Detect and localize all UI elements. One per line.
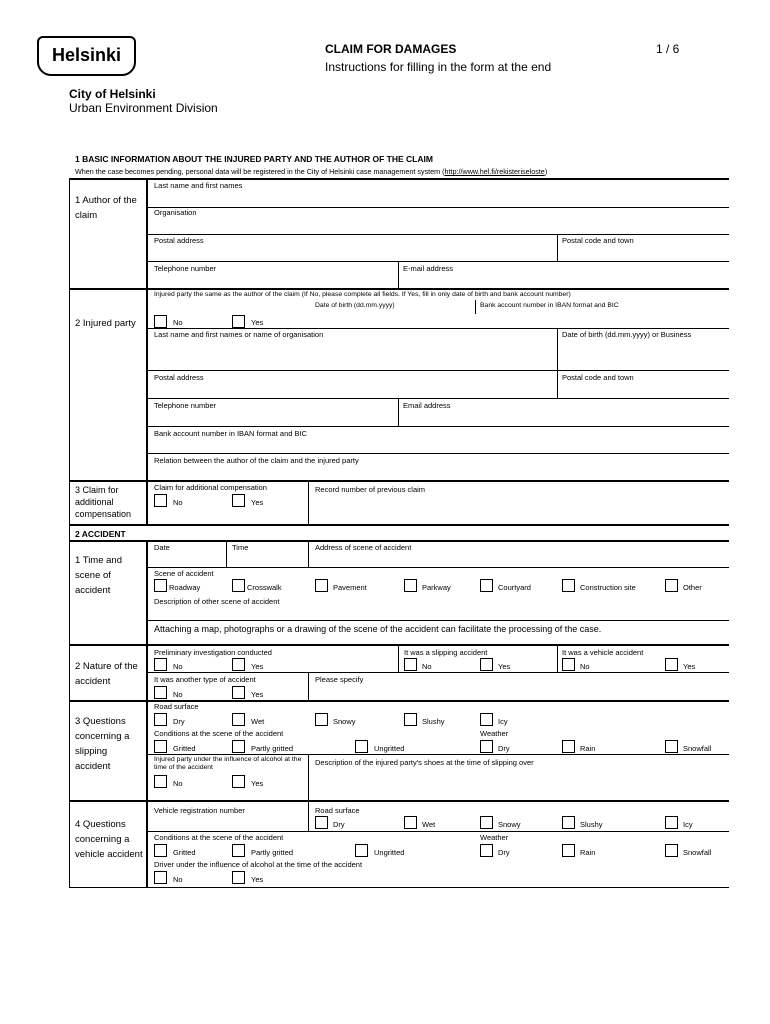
veh-partly-gritted-label: Partly gritted	[251, 848, 294, 857]
attachment-note: Attaching a map, photographs or a drawing of the scene of the accident can facilitate the processing of the case.	[154, 624, 602, 634]
veh-surface-icy-checkbox[interactable]	[665, 816, 678, 829]
veh-weather-rain-checkbox[interactable]	[562, 844, 575, 857]
driver-alcohol-no-label: No	[173, 875, 183, 884]
injured-postal-address-field[interactable]: Postal address	[154, 373, 204, 382]
slip-surface-slushy-label: Slushy	[422, 717, 445, 726]
veh-weather-label: Weather	[480, 833, 509, 842]
slip-weather-dry-checkbox[interactable]	[480, 740, 493, 753]
author-email-field[interactable]: E-mail address	[403, 264, 454, 273]
scene-construction-label: Construction site	[580, 583, 636, 592]
scene-crosswalk-label: Crosswalk	[247, 583, 282, 592]
slipping-yes-checkbox[interactable]	[480, 658, 493, 671]
slipping-no-checkbox[interactable]	[404, 658, 417, 671]
another-no-label: No	[173, 690, 183, 699]
slip-weather-snowfall-checkbox[interactable]	[665, 740, 678, 753]
author-name-field[interactable]: Last name and first names	[154, 181, 243, 190]
veh-surface-slushy-label: Slushy	[580, 820, 603, 829]
division-name: Urban Environment Division	[69, 101, 218, 115]
nature-row-label: 2 Nature of the accident	[75, 661, 138, 687]
scene-parkway-checkbox[interactable]	[404, 579, 417, 592]
slip-surface-icy-checkbox[interactable]	[480, 713, 493, 726]
registration-number-field[interactable]: Vehicle registration number	[154, 806, 245, 815]
section1-title: 1 BASIC INFORMATION ABOUT THE INJURED PARTY AND THE AUTHOR OF THE CLAIM	[75, 154, 433, 164]
slipping-row-label: 3 Questions concerning a slipping accident	[75, 716, 130, 772]
prelim-yes-checkbox[interactable]	[232, 658, 245, 671]
veh-conditions-label: Conditions at the scene of the accident	[154, 833, 284, 842]
veh-gritted-checkbox[interactable]	[154, 844, 167, 857]
injured-email-field[interactable]: Email address	[403, 401, 451, 410]
slip-weather-rain-label: Rain	[580, 744, 596, 753]
slip-gritted-label: Gritted	[173, 744, 196, 753]
slip-conditions-label: Conditions at the scene of the accident	[154, 729, 284, 738]
slip-partly-gritted-checkbox[interactable]	[232, 740, 245, 753]
vehicle-yes-checkbox[interactable]	[665, 658, 678, 671]
additional-yes-checkbox[interactable]	[232, 494, 245, 507]
section2-title: 2 ACCIDENT	[75, 529, 126, 539]
slipping-no-label: No	[422, 662, 432, 671]
slip-alcohol-yes-checkbox[interactable]	[232, 775, 245, 788]
privacy-link[interactable]: http://www.hel.fi/rekisteriseloste	[444, 167, 545, 176]
additional-no-checkbox[interactable]	[154, 494, 167, 507]
same-yes-label: Yes	[251, 318, 264, 327]
veh-weather-snowfall-label: Snowfall	[683, 848, 712, 857]
scene-other-label: Other	[683, 583, 702, 592]
additional-question: Claim for additional compensation	[154, 483, 267, 492]
veh-weather-dry-checkbox[interactable]	[480, 844, 493, 857]
scene-label: Scene of accident	[154, 569, 214, 578]
slip-alcohol-question: Injured party under the influence of alcohol at the time of the accident	[154, 756, 302, 771]
slip-ungritted-checkbox[interactable]	[355, 740, 368, 753]
helsinki-logo: Helsinki	[37, 36, 136, 76]
another-yes-checkbox[interactable]	[232, 686, 245, 699]
vehicle-row-label: 4 Questions concerning a vehicle accident	[75, 819, 143, 860]
veh-weather-rain-label: Rain	[580, 848, 596, 857]
another-no-checkbox[interactable]	[154, 686, 167, 699]
scene-courtyard-checkbox[interactable]	[480, 579, 493, 592]
address-field[interactable]: Address of scene of accident	[315, 543, 412, 552]
slip-weather-label: Weather	[480, 729, 509, 738]
driver-alcohol-yes-checkbox[interactable]	[232, 871, 245, 884]
veh-weather-snowfall-checkbox[interactable]	[665, 844, 678, 857]
additional-no-label: No	[173, 498, 183, 507]
veh-partly-gritted-checkbox[interactable]	[232, 844, 245, 857]
scene-roadway-label: Roadway	[169, 583, 201, 592]
veh-ungritted-label: Ungritted	[374, 848, 405, 857]
another-type-question: It was another type of accident	[154, 675, 256, 684]
vehicle-no-label: No	[580, 662, 590, 671]
slip-surface-wet-checkbox[interactable]	[232, 713, 245, 726]
additional-row-label: 3 Claim for additional compensation	[75, 485, 132, 519]
slip-ungritted-label: Ungritted	[374, 744, 405, 753]
author-postal-address-field[interactable]: Postal address	[154, 236, 204, 245]
veh-surface-dry-checkbox[interactable]	[315, 816, 328, 829]
injured-telephone-field[interactable]: Telephone number	[154, 401, 217, 410]
veh-weather-dry-label: Dry	[498, 848, 510, 857]
scene-parkway-label: Parkway	[422, 583, 451, 592]
slip-surface-snowy-label: Snowy	[333, 717, 356, 726]
injured-dob-label: Date of birth (dd.mm.yyyy)	[315, 302, 395, 309]
prelim-yes-label: Yes	[251, 662, 264, 671]
slipping-question: It was a slipping accident	[404, 648, 488, 657]
vehicle-question: It was a vehicle accident	[562, 648, 644, 657]
scene-pavement-label: Pavement	[333, 583, 367, 592]
scene-roadway-checkbox[interactable]	[154, 579, 167, 592]
slip-surface-icy-label: Icy	[498, 717, 508, 726]
record-number-field[interactable]: Record number of previous claim	[315, 485, 426, 494]
slipping-yes-label: Yes	[498, 662, 511, 671]
scene-pavement-checkbox[interactable]	[315, 579, 328, 592]
veh-surface-slushy-checkbox[interactable]	[562, 816, 575, 829]
scene-other-checkbox[interactable]	[665, 579, 678, 592]
injured-bank-field[interactable]: Bank account number in IBAN format and BIC	[154, 429, 307, 438]
slip-partly-gritted-label: Partly gritted	[251, 744, 294, 753]
time-scene-row-label: 1 Time and scene of accident	[75, 555, 122, 596]
author-row-label: 1 Author of the claim	[75, 195, 137, 221]
date-field[interactable]: Date	[154, 543, 170, 552]
specify-field[interactable]: Please specify	[315, 675, 364, 684]
author-telephone-field[interactable]: Telephone number	[154, 264, 217, 273]
privacy-note: When the case becomes pending, personal data will be registered in the City of Helsinki case management system (http://www.hel.fi/rekisteriseloste)	[75, 167, 548, 176]
additional-yes-label: Yes	[251, 498, 264, 507]
scene-crosswalk-checkbox[interactable]	[232, 579, 245, 592]
veh-road-surface-label: Road surface	[315, 806, 360, 815]
vehicle-yes-label: Yes	[683, 662, 696, 671]
prelim-question: Preliminary investigation conducted	[154, 648, 272, 657]
another-yes-label: Yes	[251, 690, 264, 699]
veh-gritted-label: Gritted	[173, 848, 196, 857]
vehicle-no-checkbox[interactable]	[562, 658, 575, 671]
injured-name-field[interactable]: Last name and first names or name of organisation	[154, 330, 324, 339]
prelim-no-label: No	[173, 662, 183, 671]
relation-field[interactable]: Relation between the author of the claim and the injured party	[154, 456, 359, 465]
slip-weather-dry-label: Dry	[498, 744, 510, 753]
slip-surface-dry-checkbox[interactable]	[154, 713, 167, 726]
time-field[interactable]: Time	[232, 543, 249, 552]
slip-surface-slushy-checkbox[interactable]	[404, 713, 417, 726]
driver-alcohol-yes-label: Yes	[251, 875, 264, 884]
scene-construction-checkbox[interactable]	[562, 579, 575, 592]
veh-surface-icy-label: Icy	[683, 820, 693, 829]
slip-surface-wet-label: Wet	[251, 717, 265, 726]
driver-alcohol-question: Driver under the influence of alcohol at the time of the accident	[154, 860, 363, 869]
injured-postal-code-field[interactable]: Postal code and town	[562, 373, 634, 382]
slip-weather-snowfall-label: Snowfall	[683, 744, 712, 753]
page-number: 1 / 6	[656, 42, 680, 56]
driver-alcohol-no-checkbox[interactable]	[154, 871, 167, 884]
same-as-author-question: Injured party the same as the author of the claim (If No, please complete all fields. If Yes, fill in only date of birth and bank account number)	[154, 291, 571, 298]
injured-dob-business-field[interactable]: Date of birth (dd.mm.yyyy) or Business	[562, 330, 692, 339]
slip-alcohol-yes-label: Yes	[251, 779, 264, 788]
same-no-checkbox[interactable]	[154, 315, 167, 328]
city-name: City of Helsinki	[69, 87, 156, 101]
veh-surface-snowy-checkbox[interactable]	[480, 816, 493, 829]
form-subtitle: Instructions for filling in the form at the end	[325, 60, 552, 74]
slip-surface-dry-label: Dry	[173, 717, 185, 726]
same-yes-checkbox[interactable]	[232, 315, 245, 328]
slip-road-surface-label: Road surface	[154, 702, 199, 711]
slip-alcohol-no-checkbox[interactable]	[154, 775, 167, 788]
same-no-label: No	[173, 318, 183, 327]
scene-courtyard-label: Courtyard	[498, 583, 531, 592]
injured-row-label: 2 Injured party	[75, 318, 136, 329]
other-scene-description-field[interactable]: Description of other scene of accident	[154, 597, 280, 606]
form-title: CLAIM FOR DAMAGES	[325, 42, 457, 56]
slip-alcohol-no-label: No	[173, 779, 183, 788]
veh-surface-dry-label: Dry	[333, 820, 345, 829]
veh-ungritted-checkbox[interactable]	[355, 844, 368, 857]
injured-bank-top-label: Bank account number in IBAN format and BIC	[480, 302, 619, 309]
veh-surface-snowy-label: Snowy	[498, 820, 521, 829]
author-postal-code-field[interactable]: Postal code and town	[562, 236, 634, 245]
prelim-no-checkbox[interactable]	[154, 658, 167, 671]
author-organisation-field[interactable]: Organisation	[154, 208, 197, 217]
veh-surface-wet-checkbox[interactable]	[404, 816, 417, 829]
slip-surface-snowy-checkbox[interactable]	[315, 713, 328, 726]
slip-gritted-checkbox[interactable]	[154, 740, 167, 753]
slip-weather-rain-checkbox[interactable]	[562, 740, 575, 753]
veh-surface-wet-label: Wet	[422, 820, 436, 829]
shoes-description-field[interactable]: Description of the injured party's shoes at the time of slipping over	[315, 758, 534, 767]
